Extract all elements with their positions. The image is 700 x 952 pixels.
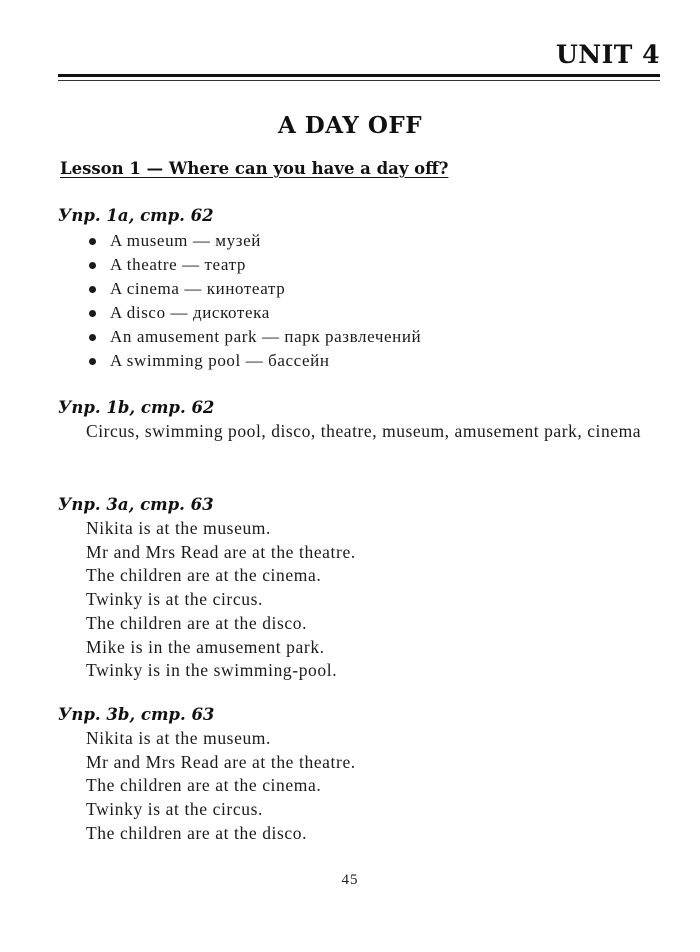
header-rule-thin — [58, 80, 660, 81]
sentence: Mr and Mrs Read are at the theatre. — [86, 541, 356, 562]
bullet-icon — [89, 334, 96, 341]
exercise-label: Упр. 3b, стр. 63 — [58, 705, 215, 724]
exercise-1b — [58, 397, 660, 444]
sentence: The children are at the cinema. — [86, 775, 322, 796]
list-item: A museum — музей — [58, 229, 660, 253]
bullet-icon — [89, 358, 96, 365]
bullet-icon — [89, 286, 96, 293]
list-item: A theatre — театр — [58, 253, 660, 277]
exercise-3a — [58, 494, 660, 683]
list-item: An amusement park — парк развлечений — [58, 325, 660, 349]
header-rule-thick — [58, 74, 660, 77]
sentence: The children are at the disco. — [86, 822, 308, 843]
sentence-list — [58, 727, 660, 846]
sentence: The children are at the disco. — [86, 612, 308, 633]
sentence: Nikita is at the museum. — [86, 518, 271, 538]
sentence: Mike is in the amusement park. — [86, 636, 325, 657]
vocabulary-list — [58, 229, 660, 373]
sentence: Mr and Mrs Read are at the theatre. — [86, 751, 356, 772]
exercise-text: Circus, swimming pool, disco, theatre, museum, amusement park, cinema — [86, 421, 642, 441]
list-item: A disco — дискотека — [58, 301, 660, 325]
exercise-label: Упр. 3a, стр. 63 — [58, 495, 214, 514]
exercise-1a — [58, 205, 660, 373]
exercise-label: Упр. 1b, стр. 62 — [58, 398, 215, 417]
sentence: Nikita is at the museum. — [86, 728, 271, 748]
list-item: A cinema — кинотеатр — [58, 277, 660, 301]
lesson-title: Lesson 1 — Where can you have a day off? — [60, 159, 449, 178]
unit-header — [58, 40, 660, 81]
bullet-icon — [89, 310, 96, 317]
list-item: A swimming pool — бассейн — [58, 349, 660, 373]
sentence: Twinky is in the swimming-pool. — [86, 660, 338, 681]
exercise-label: Упр. 1a, стр. 62 — [58, 206, 214, 225]
sentence: Twinky is at the circus. — [86, 589, 263, 610]
unit-title: UNIT 4 — [555, 40, 660, 69]
exercise-3b — [58, 704, 660, 846]
page-title: A DAY OFF — [277, 112, 423, 139]
sentence: Twinky is at the circus. — [86, 799, 263, 820]
sentence-list — [58, 517, 660, 683]
page-number: 45 — [341, 872, 359, 888]
sentence: The children are at the cinema. — [86, 565, 322, 586]
bullet-icon — [89, 262, 96, 269]
bullet-icon — [89, 238, 96, 245]
